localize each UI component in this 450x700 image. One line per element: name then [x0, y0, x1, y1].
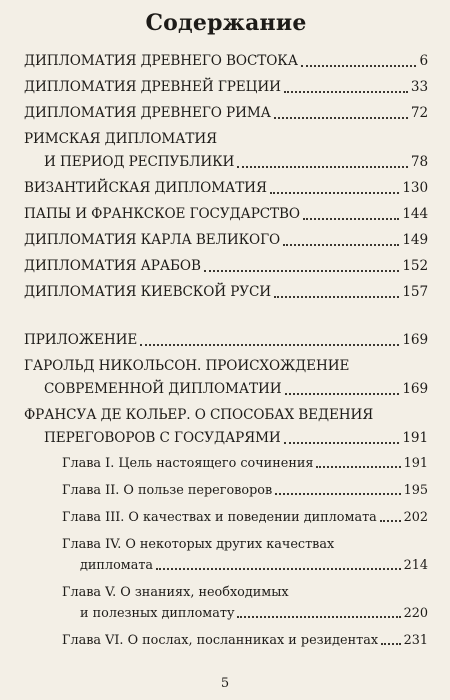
- toc-entry-title: Глава IV. О некоторых других качествах: [62, 537, 335, 552]
- dot-leader: [381, 643, 400, 645]
- toc-entry: [24, 76, 428, 99]
- toc-entry-title: Глава II. О пользе переговоров: [62, 483, 273, 498]
- page-number: 5: [220, 676, 230, 691]
- toc-page-number: 33: [410, 79, 428, 95]
- toc-page-number: 144: [402, 206, 428, 222]
- toc-entry: [24, 102, 428, 125]
- toc-entry: [24, 329, 428, 352]
- toc-entry-title: РИМСКАЯ ДИПЛОМАТИЯ: [24, 131, 217, 147]
- dot-leader: [275, 493, 400, 495]
- dot-leader: [284, 442, 400, 444]
- toc-line: [62, 534, 428, 555]
- toc-page-number: 214: [403, 558, 428, 573]
- toc-line: [24, 177, 428, 200]
- dot-leader: [274, 296, 399, 298]
- dot-leader: [156, 568, 400, 570]
- dot-leader: [285, 393, 400, 395]
- toc-entry-title: СОВРЕМЕННОЙ ДИПЛОМАТИИ: [44, 381, 282, 397]
- toc-entry-title: ПЕРЕГОВОРОВ С ГОСУДАРЯМИ: [44, 430, 281, 446]
- toc-line: [24, 203, 428, 226]
- toc-entry-title: ДИПЛОМАТИЯ ДРЕВНЕЙ ГРЕЦИИ: [24, 79, 281, 95]
- dot-leader: [301, 65, 417, 67]
- toc-line: [62, 630, 428, 651]
- toc-entry: [24, 630, 428, 651]
- toc-line: [24, 151, 428, 174]
- toc-line: [24, 281, 428, 304]
- dot-leader: [380, 520, 401, 522]
- toc-page-number: 169: [402, 381, 428, 397]
- toc-line: [24, 76, 428, 99]
- dot-leader: [140, 344, 399, 346]
- toc-line: [24, 355, 428, 378]
- toc-entry: [24, 404, 428, 450]
- toc-page-number: 78: [410, 154, 428, 170]
- toc-page-number: 231: [403, 633, 428, 648]
- toc-entry-title: Глава I. Цель настоящего сочинения: [62, 456, 314, 471]
- toc-entry-title: ПАПЫ И ФРАНКСКОЕ ГОСУДАРСТВО: [24, 206, 300, 222]
- toc-page-number: 152: [402, 258, 428, 274]
- toc-line: [24, 229, 428, 252]
- toc-entry: [24, 582, 428, 624]
- toc-entry: [24, 128, 428, 174]
- toc-entry-title: и полезных дипломату: [80, 606, 235, 621]
- dot-leader: [204, 270, 399, 272]
- toc-page-number: 149: [402, 232, 428, 248]
- toc-entry: [24, 281, 428, 304]
- section-gap: [24, 307, 428, 329]
- toc-line: [24, 255, 428, 278]
- toc-line: [62, 603, 428, 624]
- toc-line: [24, 50, 428, 73]
- toc-line: [62, 582, 428, 603]
- toc-page-number: 130: [402, 180, 428, 196]
- toc-page-number: 202: [403, 510, 428, 525]
- toc-page-number: 191: [402, 430, 428, 446]
- toc-page-number: 6: [419, 53, 428, 69]
- toc-entry-title: Глава VI. О послах, посланниках и резидентах: [62, 633, 379, 648]
- toc-page-number: 72: [410, 105, 428, 121]
- toc-entry-title: ГАРОЛЬД НИКОЛЬСОН. ПРОИСХОЖДЕНИЕ: [24, 358, 350, 374]
- dot-leader: [303, 218, 399, 220]
- toc-entry: [24, 534, 428, 576]
- toc-entry: [24, 507, 428, 528]
- toc-entry-title: дипломата: [80, 558, 154, 573]
- toc-entry-title: ДИПЛОМАТИЯ КИЕВСКОЙ РУСИ: [24, 284, 272, 300]
- toc-entry-title: ДИПЛОМАТИЯ ДРЕВНЕГО ВОСТОКА: [24, 53, 298, 69]
- toc-entry: [24, 229, 428, 252]
- page-title: Содержание: [145, 10, 307, 36]
- toc-entry: [24, 480, 428, 501]
- dot-leader: [237, 616, 400, 618]
- toc-entry-title: ДИПЛОМАТИЯ АРАБОВ: [24, 258, 201, 274]
- toc-entry: [24, 177, 428, 200]
- toc-page-number: 195: [403, 483, 428, 498]
- toc-page-number: 220: [403, 606, 428, 621]
- dot-leader: [283, 244, 399, 246]
- toc-line: [62, 507, 428, 528]
- dot-leader: [270, 192, 400, 194]
- toc-page-number: 157: [402, 284, 428, 300]
- toc-entry-title: ВИЗАНТИЙСКАЯ ДИПЛОМАТИЯ: [24, 180, 267, 196]
- toc-entry-title: И ПЕРИОД РЕСПУБЛИКИ: [44, 154, 235, 170]
- toc-entry: [24, 50, 428, 73]
- toc-line: [24, 404, 428, 427]
- toc-entry-title: Глава V. О знаниях, необходимых: [62, 585, 289, 600]
- dot-leader: [237, 166, 408, 168]
- toc-entry: [24, 355, 428, 401]
- toc-entry-title: ДИПЛОМАТИЯ КАРЛА ВЕЛИКОГО: [24, 232, 281, 248]
- toc-entry-title: ПРИЛОЖЕНИЕ: [24, 332, 138, 348]
- toc-line: [24, 329, 428, 352]
- toc-line: [24, 378, 428, 401]
- toc-entry: [24, 203, 428, 226]
- toc-entry: [24, 255, 428, 278]
- toc-entry-title: ДИПЛОМАТИЯ ДРЕВНЕГО РИМА: [24, 105, 271, 121]
- dot-leader: [316, 466, 400, 468]
- toc-entry-title: ФРАНСУА ДЕ КОЛЬЕР. О СПОСОБАХ ВЕДЕНИЯ: [24, 407, 374, 423]
- toc-page-number: 169: [402, 332, 428, 348]
- toc-line: [62, 555, 428, 576]
- toc-line: [62, 480, 428, 501]
- toc-line: [24, 427, 428, 450]
- table-of-contents: [24, 50, 428, 651]
- toc-entry: [24, 453, 428, 474]
- dot-leader: [274, 117, 408, 119]
- toc-page-number: 191: [403, 456, 428, 471]
- toc-line: [24, 128, 428, 151]
- dot-leader: [284, 91, 408, 93]
- toc-line: [62, 453, 428, 474]
- toc-entry-title: Глава III. О качествах и поведении дипломата: [62, 510, 377, 525]
- toc-line: [24, 102, 428, 125]
